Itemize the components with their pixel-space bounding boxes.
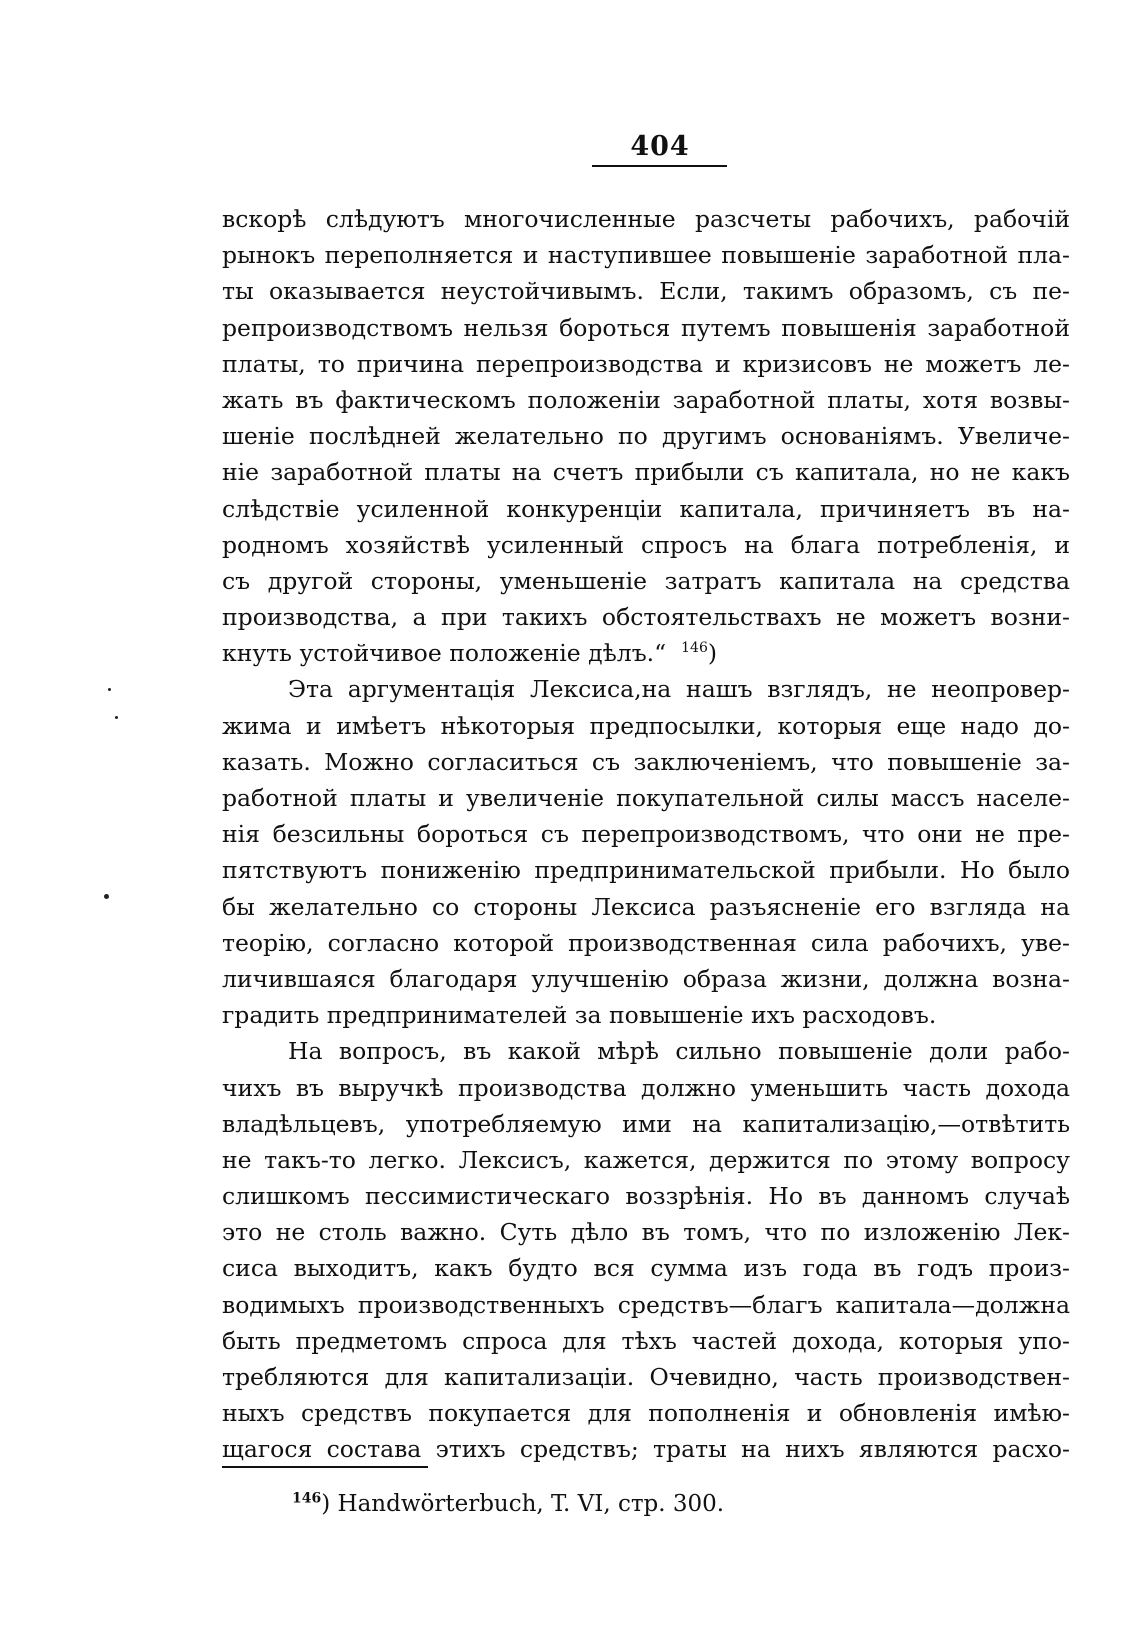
footnote-text: ) Handwörterbuch, T. VI, стр. 300. [321,1491,725,1517]
text-line: слишкомъ пессимистическаго воззрѣнія. Но въ данномъ случаѣ [222,1182,1070,1211]
body-text [222,201,1070,1468]
footnote-ref-close: ) [707,639,718,668]
text-line: сиса выходитъ, какъ будто вся сумма изъ года въ годъ произ- [222,1254,1070,1283]
text-line: ніе заработной платы на счетъ прибыли съ капитала, но не какъ [222,458,1070,487]
text-line-last: градить предпринимателей за повышеніе ихъ расходовъ. [222,1001,937,1030]
last-line-text: кнуть устойчивое положеніе дѣлъ.“ [222,639,667,668]
paragraph-2 [222,671,1070,1033]
text-line: работной платы и увеличеніе покупательной силы массъ населе- [222,784,1070,812]
scan-speck [115,716,118,719]
footnote-ref-number: 146 [681,640,708,657]
text-line: нія безсильны бороться съ перепроизводствомъ, что они не пре- [222,820,1070,849]
footnote-number: 146 [292,1490,322,1507]
text-line: ты оказывается неустойчивымъ. Если, такимъ образомъ, съ пе- [222,277,1070,306]
page-number: 404 [630,131,690,162]
text-line: ныхъ средствъ покупается для пополненія и обновленія имѣю- [222,1399,1070,1428]
text-line: родномъ хозяйствѣ усиленный спросъ на блага потребленія, и [222,530,1070,559]
text-line: репроизводствомъ нельзя бороться путемъ повышенія заработной [222,313,1070,342]
text-line: личившаяся благодаря улучшенію образа жизни, должна возна- [222,964,1070,993]
text-line: На вопросъ, въ какой мѣрѣ сильно повышеніе доли рабо- [288,1037,1070,1066]
text-line: съ другой стороны, уменьшеніе затратъ капитала на средства [222,566,1070,595]
text-line: слѣдствіе усиленной конкуренціи капитала, причиняетъ въ на- [222,494,1070,523]
footnote-rule [222,1466,428,1468]
text-line: чихъ въ выручкѣ производства должно уменьшить часть дохода [222,1073,1070,1102]
text-line: шеніе послѣдней желательно по другимъ основаніямъ. Увеличе- [222,422,1070,451]
text-line: бы желательно со стороны Лексиса разъясненіе его взгляда на [222,892,1070,921]
text-line: казать. Можно согласиться съ заключеніемъ, что повышеніе за- [222,747,1070,776]
text-line: владѣльцевъ, употребляемую ими на капитализацію,—отвѣтить [222,1109,1070,1138]
text-line: требляются для капитализаціи. Очевидно, часть производствен- [222,1363,1070,1391]
text-line: быть предметомъ спроса для тѣхъ частей дохода, которыя упо- [222,1326,1070,1355]
paragraph-3 [222,1033,1070,1467]
text-line: теорію, согласно которой производственная сила рабочихъ, уве- [222,928,1070,957]
text-line: платы, то причина перепроизводства и кризисовъ не можетъ ле- [222,349,1070,378]
header-rule [592,165,727,167]
footnote [292,1486,724,1522]
text-line: жима и имѣетъ нѣкоторыя предпосылки, которыя еще надо до- [222,711,1070,740]
text-line: пятствуютъ пониженію предпринимательской прибыли. Но было [222,856,1070,885]
text-line: водимыхъ производственныхъ средствъ—благъ капитала—должна [222,1290,1070,1319]
footnote-reference[interactable] [674,639,717,667]
scan-speck [108,688,111,691]
text-line-last [222,635,1070,671]
text-line: вскорѣ слѣдуютъ многочисленные разсчеты рабочихъ, рабочій [222,205,1070,233]
scan-speck [104,894,109,899]
text-line: не такъ-то легко. Лексисъ, кажется, держится по этому вопросу [222,1145,1070,1174]
text-line: щагося состава этихъ средствъ; траты на нихъ являются расхо- [222,1435,1070,1464]
text-line: жать въ фактическомъ положеніи заработной платы, хотя возвы- [222,385,1070,414]
text-line: рынокъ переполняется и наступившее повышеніе заработной пла- [222,241,1070,270]
text-line: Эта аргументація Лексиса,на нашъ взглядъ, не неопровер- [288,675,1070,704]
text-line: это не столь важно. Суть дѣло въ томъ, что по изложенію Лек- [222,1218,1070,1247]
text-line: производства, а при такихъ обстоятельствахъ не можетъ возни- [222,603,1070,632]
paragraph-1 [222,201,1070,671]
